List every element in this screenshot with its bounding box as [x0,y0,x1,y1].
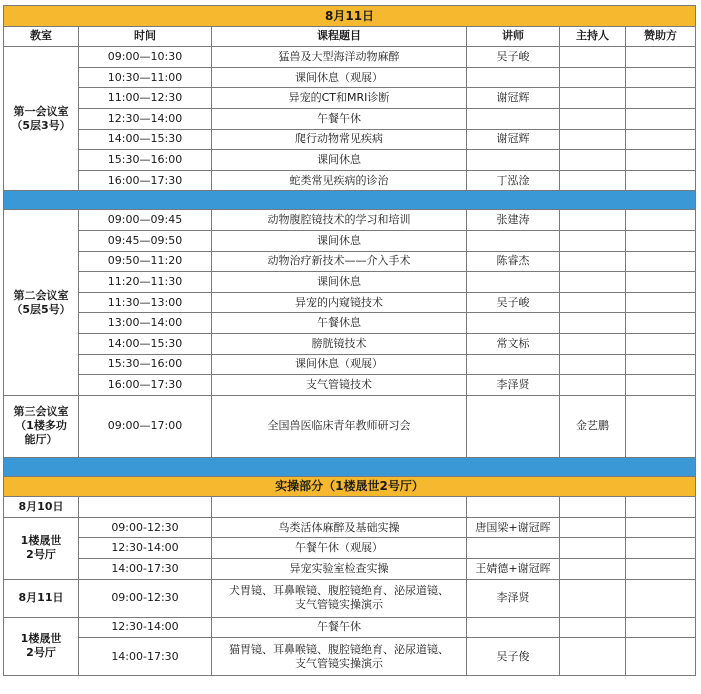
session-topic: 午餐午休 [212,108,467,129]
session-topic: 支气管镜技术 [212,375,467,396]
practice-date-row [4,497,696,518]
session-host [560,333,626,354]
text-line: 第二会议室 [13,288,69,302]
room-2-row [4,333,696,354]
session-topic: 异宠实验室检查实操 [212,559,467,580]
session-time: 10:30—11:00 [79,67,212,88]
session-host [560,108,626,129]
session-time: 09:00-12:30 [79,579,212,617]
header-row [4,26,696,47]
session-host [560,354,626,375]
session-sponsor [626,354,696,375]
room-2-row [4,210,696,231]
session-topic: 猛兽及大型海洋动物麻醉 [212,47,467,68]
practice-row [4,617,696,638]
room-2-row [4,251,696,272]
session-topic: 鸟类活体麻醉及基础实操 [212,517,467,538]
session-host [560,617,626,638]
session-time: 11:20—11:30 [79,272,212,293]
text-line: 猫胃镜、耳鼻喉镜、腹腔镜绝育、泌尿道镜、 [229,642,449,656]
session-lecturer: 张建涛 [467,210,560,231]
divider-bar [4,191,696,210]
session-host [560,251,626,272]
session-host [560,292,626,313]
session-lecturer: 李泽贤 [467,579,560,617]
session-sponsor [626,313,696,334]
session-host [560,230,626,251]
session-sponsor [626,395,696,457]
session-lecturer [467,67,560,88]
session-time: 11:30—13:00 [79,292,212,313]
session-lecturer: 吴子峻 [467,47,560,68]
session-sponsor [626,170,696,191]
room-2-row [4,375,696,396]
header-sponsor: 赞助方 [626,26,696,47]
session-lecturer: 谢冠辉 [467,129,560,150]
session-sponsor [626,67,696,88]
session-time: 09:00—17:00 [79,395,212,457]
session-topic: 课间休息 [212,150,467,171]
session-time: 15:30—16:00 [79,150,212,171]
session-topic: 课间休息 [212,230,467,251]
practice-location [4,517,79,579]
text-line: （1楼多功 [15,419,67,433]
practice-row [4,638,696,676]
room-1-row [4,150,696,171]
session-sponsor [626,88,696,109]
session-lecturer: 吴子峻 [467,292,560,313]
practice-title: 实操部分（1楼晟世2号厅） [4,476,696,497]
session-topic [212,579,467,617]
room-3-row [4,395,696,457]
session-time: 09:00—10:30 [79,47,212,68]
session-sponsor [626,108,696,129]
session-sponsor [626,292,696,313]
text-line: 能厅） [24,433,58,447]
header-lecturer: 讲师 [467,26,560,47]
text-line: 2号厅 [26,548,56,562]
text-line: （5层3号） [11,118,71,132]
session-sponsor [626,517,696,538]
session-lecturer: 唐国梁+谢冠晖 [467,517,560,538]
text-line: 2号厅 [26,646,56,660]
session-time: 15:30—16:00 [79,354,212,375]
session-sponsor [626,210,696,231]
session-time: 14:00-17:30 [79,559,212,580]
session-time: 14:00—15:30 [79,333,212,354]
session-host [560,210,626,231]
text-line: 午餐午休 [317,620,361,634]
session-topic: 异宠的内窥镜技术 [212,292,467,313]
room-2-name [4,210,79,395]
session-topic: 课间休息（观展） [212,354,467,375]
session-time: 11:00—12:30 [79,88,212,109]
session-lecturer: 丁泓淦 [467,170,560,191]
session-lecturer: 王婧德+谢冠晖 [467,559,560,580]
text-line: （5层5号） [11,302,71,316]
session-time: 12:30-14:00 [79,538,212,559]
session-host [560,150,626,171]
practice-location [4,617,79,676]
session-time: 09:50—11:20 [79,251,212,272]
session-sponsor [626,47,696,68]
session-host [560,638,626,676]
session-time: 14:00—15:30 [79,129,212,150]
session-topic: 全国兽医临床青年教师研习会 [212,395,467,457]
session-host [560,88,626,109]
text-line: 第三会议室 [13,405,69,419]
session-sponsor [626,579,696,617]
session-lecturer [467,395,560,457]
practice-row [4,538,696,559]
room-2-row [4,292,696,313]
session-sponsor [626,129,696,150]
practice-date: 8月10日 [4,497,79,518]
session-lecturer [467,538,560,559]
session-lecturer [467,230,560,251]
date-banner-row [4,6,696,27]
practice-row [4,579,696,617]
room-1-row [4,170,696,191]
session-host [560,517,626,538]
session-lecturer: 常文标 [467,333,560,354]
session-lecturer [467,354,560,375]
session-host [560,67,626,88]
session-topic [212,617,467,638]
session-topic: 蛇类常见疾病的诊治 [212,170,467,191]
session-topic: 午餐午休（观展） [212,538,467,559]
session-time: 09:45—09:50 [79,230,212,251]
session-sponsor [626,617,696,638]
room-2-row [4,313,696,334]
session-topic: 课间休息（观展） [212,67,467,88]
session-host: 金艺鹏 [560,395,626,457]
session-lecturer: 李泽贤 [467,375,560,396]
session-lecturer [467,108,560,129]
session-sponsor [626,559,696,580]
text-line: 犬胃镜、耳鼻喉镜、腹腔镜绝育、泌尿道镜、 [229,584,449,598]
room-1-row [4,129,696,150]
text-line: 1楼晟世 [20,632,62,646]
session-sponsor [626,333,696,354]
session-time: 09:00—09:45 [79,210,212,231]
session-host [560,170,626,191]
practice-title-row [4,476,696,497]
room-1-row [4,88,696,109]
practice-row [4,559,696,580]
session-sponsor [626,251,696,272]
session-topic: 爬行动物常见疾病 [212,129,467,150]
divider-bar [4,457,696,476]
session-topic: 膀胱镜技术 [212,333,467,354]
session-lecturer [467,617,560,638]
divider-row [4,191,696,210]
room-1-name [4,47,79,191]
room-2-row [4,230,696,251]
session-topic: 异宠的CT和MRI诊断 [212,88,467,109]
session-topic: 课间休息 [212,272,467,293]
session-time: 09:00-12:30 [79,517,212,538]
empty-cell [626,497,696,518]
session-lecturer: 陈睿杰 [467,251,560,272]
header-room: 教室 [4,26,79,47]
session-lecturer: 谢冠辉 [467,88,560,109]
empty-cell [79,497,212,518]
room-2-row [4,272,696,293]
session-sponsor [626,230,696,251]
empty-cell [560,497,626,518]
session-host [560,272,626,293]
session-time: 14:00-17:30 [79,638,212,676]
session-sponsor [626,538,696,559]
session-topic: 动物腹腔镜技术的学习和培训 [212,210,467,231]
session-topic: 午餐休息 [212,313,467,334]
practice-date: 8月11日 [4,579,79,617]
session-lecturer [467,272,560,293]
session-lecturer [467,150,560,171]
session-host [560,579,626,617]
session-topic [212,638,467,676]
session-time: 12:30-14:00 [79,617,212,638]
session-lecturer: 吴子俊 [467,638,560,676]
room-2-row [4,354,696,375]
divider-row [4,457,696,476]
session-time: 16:00—17:30 [79,375,212,396]
room-1-row [4,47,696,68]
session-sponsor [626,150,696,171]
session-host [560,129,626,150]
session-sponsor [626,375,696,396]
empty-cell [467,497,560,518]
header-time: 时间 [79,26,212,47]
session-sponsor [626,638,696,676]
session-host [560,538,626,559]
empty-cell [212,497,467,518]
session-time: 12:30—14:00 [79,108,212,129]
session-host [560,313,626,334]
text-line: 第一会议室 [13,104,69,118]
header-topic: 课程题目 [212,26,467,47]
schedule-table [3,5,696,676]
session-topic: 动物治疗新技术——介入手术 [212,251,467,272]
date-banner: 8月11日 [4,6,696,27]
session-lecturer [467,313,560,334]
room-3-name [4,395,79,457]
room-1-row [4,108,696,129]
header-host: 主持人 [560,26,626,47]
text-line: 1楼晟世 [20,534,62,548]
text-line: 支气管镜实操演示 [295,598,383,612]
session-host [560,559,626,580]
session-time: 13:00—14:00 [79,313,212,334]
session-host [560,375,626,396]
session-sponsor [626,272,696,293]
room-1-row [4,67,696,88]
practice-row [4,517,696,538]
session-time: 16:00—17:30 [79,170,212,191]
session-host [560,47,626,68]
schedule [3,5,695,676]
text-line: 支气管镜实操演示 [295,656,383,670]
